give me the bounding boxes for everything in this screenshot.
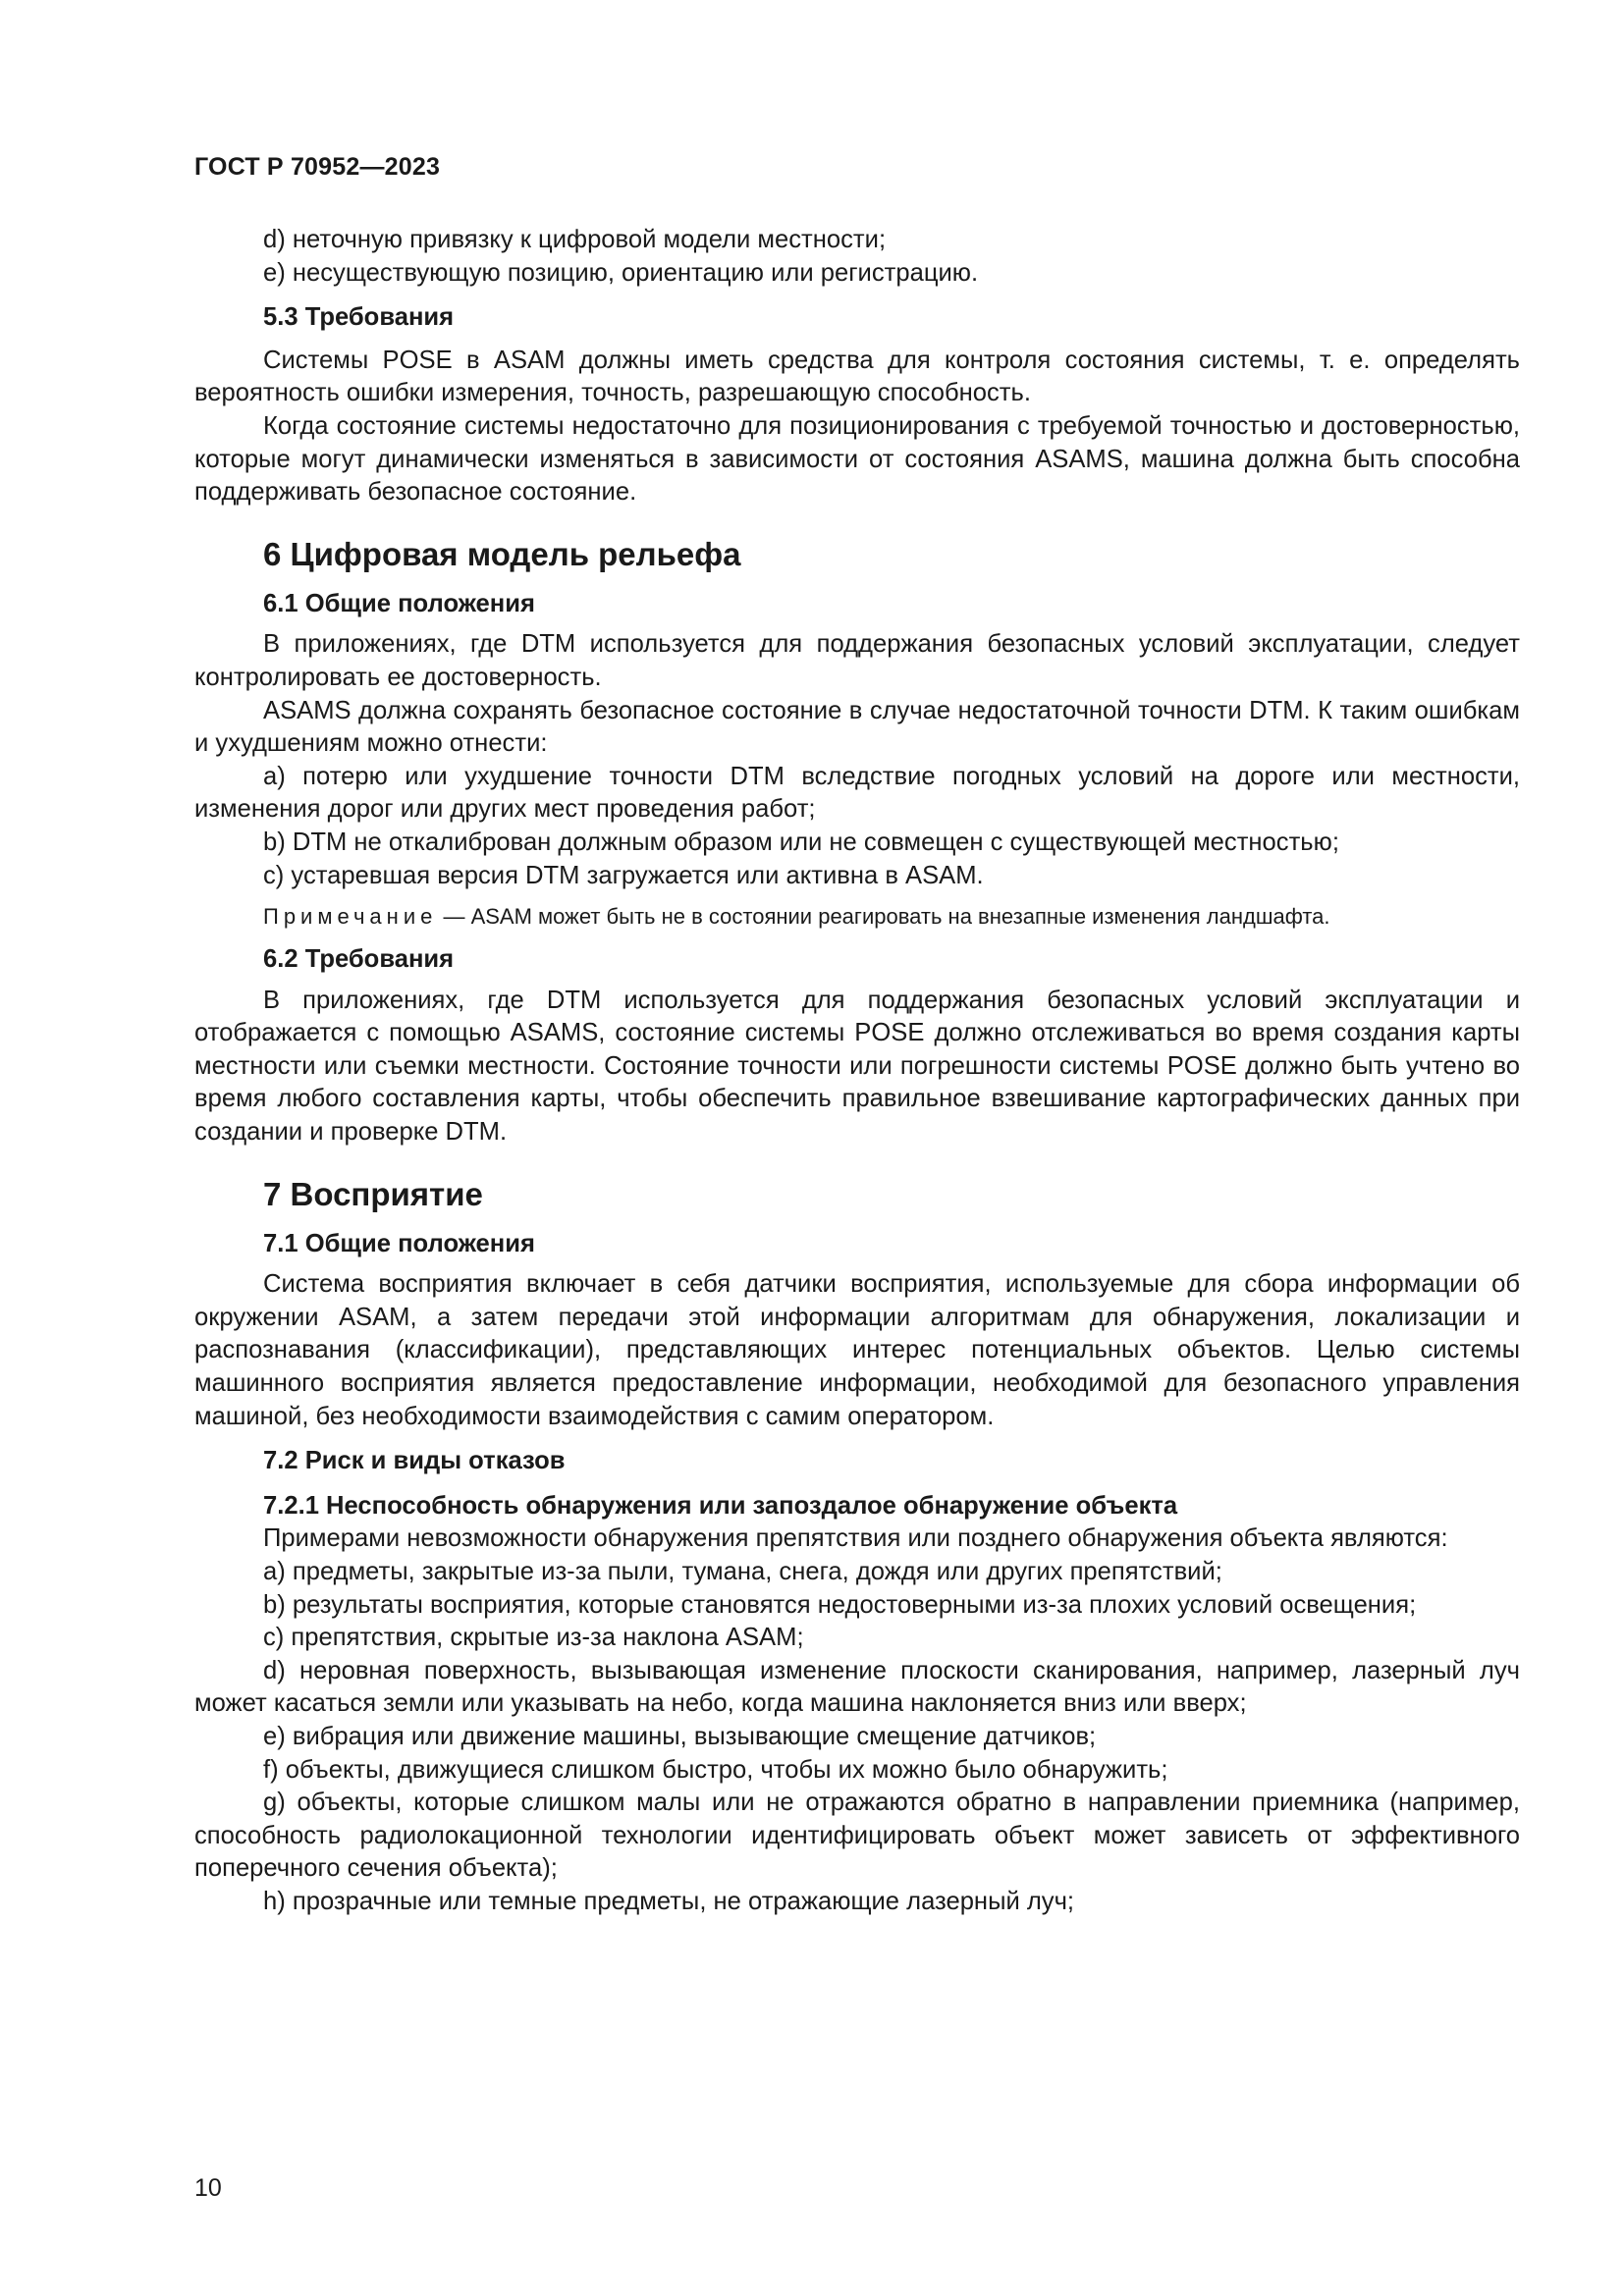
- list-item: c) препятствия, скрытые из-за наклона ASAM;: [263, 1624, 804, 1652]
- note-text: — ASAM может быть не в состоянии реагировать на внезапные изменения ландшафта.: [437, 904, 1330, 930]
- paragraph: Система восприятия включает в себя датчики восприятия, используемые для сбора информации об окружении ASAM, а затем передачи этой информации алгоритмам для обнаружения, локализации и распознавания (классификации), представляющих интерес потенциальных объектов. Целью системы машинного восприятия является предоставление информации, необходимой для безопасного управления машиной, без необходимости взаимодействия с самим оператором.: [194, 1270, 1520, 1430]
- paragraph: В приложениях, где DTM используется для поддержания безопасных условий эксплуатации и отображается с помощью ASAMS, состояние системы POSE должно отслеживаться во время создания карты местности или съемки местности. Состояние точности или погрешности системы POSE должно быть учтено во время любого составления карты, чтобы обеспечить правильное взвешивание картографических данных при создании и проверке DTM.: [194, 986, 1520, 1147]
- document-header: ГОСТ Р 70952—2023: [194, 153, 441, 181]
- document-body: [194, 224, 1520, 1919]
- list-item: e) несуществующую позицию, ориентацию или регистрацию.: [263, 258, 979, 287]
- paragraph: Системы POSE в ASAM должны иметь средства для контроля состояния системы, т. е. определять вероятность ошибки измерения, точность, разрешающую способность.: [194, 346, 1520, 407]
- paragraph: Примерами невозможности обнаружения препятствия или позднего обнаружения объекта являются:: [263, 1524, 1448, 1553]
- list-item: b) результаты восприятия, которые становятся недостоверными из-за плохих условий освещения;: [263, 1590, 1417, 1619]
- list-item: a) предметы, закрытые из-за пыли, тумана, снега, дождя или других препятствий;: [263, 1558, 1222, 1585]
- section-heading-7-2-1: 7.2.1 Неспособность обнаружения или запоздалое обнаружение объекта: [263, 1491, 1178, 1520]
- section-heading-7-2: 7.2 Риск и виды отказов: [263, 1447, 566, 1475]
- section-heading-6-2: 6.2 Требования: [263, 945, 455, 974]
- note: [194, 902, 1520, 932]
- section-heading-7-1: 7.1 Общие положения: [263, 1229, 535, 1257]
- list-item: a) потерю или ухудшение точности DTM вследствие погодных условий на дороге или местности, изменения дорог или других мест проведения работ;: [194, 762, 1520, 824]
- note-label: Примечание: [263, 904, 438, 930]
- paragraph: Когда состояние системы недостаточно для позиционирования с требуемой точностью и достоверностью, которые могут динамически изменяться в зависимости от состояния ASAMS, машина должна быть способна поддерживать безопасное состояние.: [194, 411, 1520, 507]
- list-item: d) неровная поверхность, вызывающая изменение плоскости сканирования, например, лазерный луч может касаться земли или указывать на небо, когда машина наклоняется вниз или вверх;: [194, 1656, 1520, 1718]
- section-heading-6: 6 Цифровая модель рельефа: [263, 535, 741, 572]
- page-number: 10: [194, 2174, 222, 2202]
- list-item: f) объекты, движущиеся слишком быстро, чтобы их можно было обнаружить;: [263, 1755, 1168, 1784]
- list-item: h) прозрачные или темные предметы, не отражающие лазерный луч;: [263, 1887, 1075, 1915]
- list-item: d) неточную привязку к цифровой модели местности;: [263, 226, 887, 253]
- paragraph: ASAMS должна сохранять безопасное состояние в случае недостаточной точности DTM. К таким ошибкам и ухудшениям можно отнести:: [194, 696, 1520, 758]
- section-heading-6-1: 6.1 Общие положения: [263, 589, 535, 617]
- list-item: b) DTM не откалиброван должным образом или не совмещен с существующей местностью;: [263, 828, 1339, 856]
- section-heading-5-3: 5.3 Требования: [263, 303, 455, 332]
- list-item: c) устаревшая версия DTM загружается или активна в ASAM.: [263, 861, 984, 889]
- list-item: g) объекты, которые слишком малы или не отражаются обратно в направлении приемника (например, способность радиолокационной технологии идентифицировать объект может зависеть от эффективного поперечного сечения объекта);: [194, 1789, 1520, 1883]
- list-item: e) вибрация или движение машины, вызывающие смещение датчиков;: [263, 1722, 1097, 1750]
- paragraph: В приложениях, где DTM используется для поддержания безопасных условий эксплуатации, следует контролировать ее достоверность.: [194, 630, 1520, 691]
- section-heading-7: 7 Восприятие: [263, 1175, 483, 1212]
